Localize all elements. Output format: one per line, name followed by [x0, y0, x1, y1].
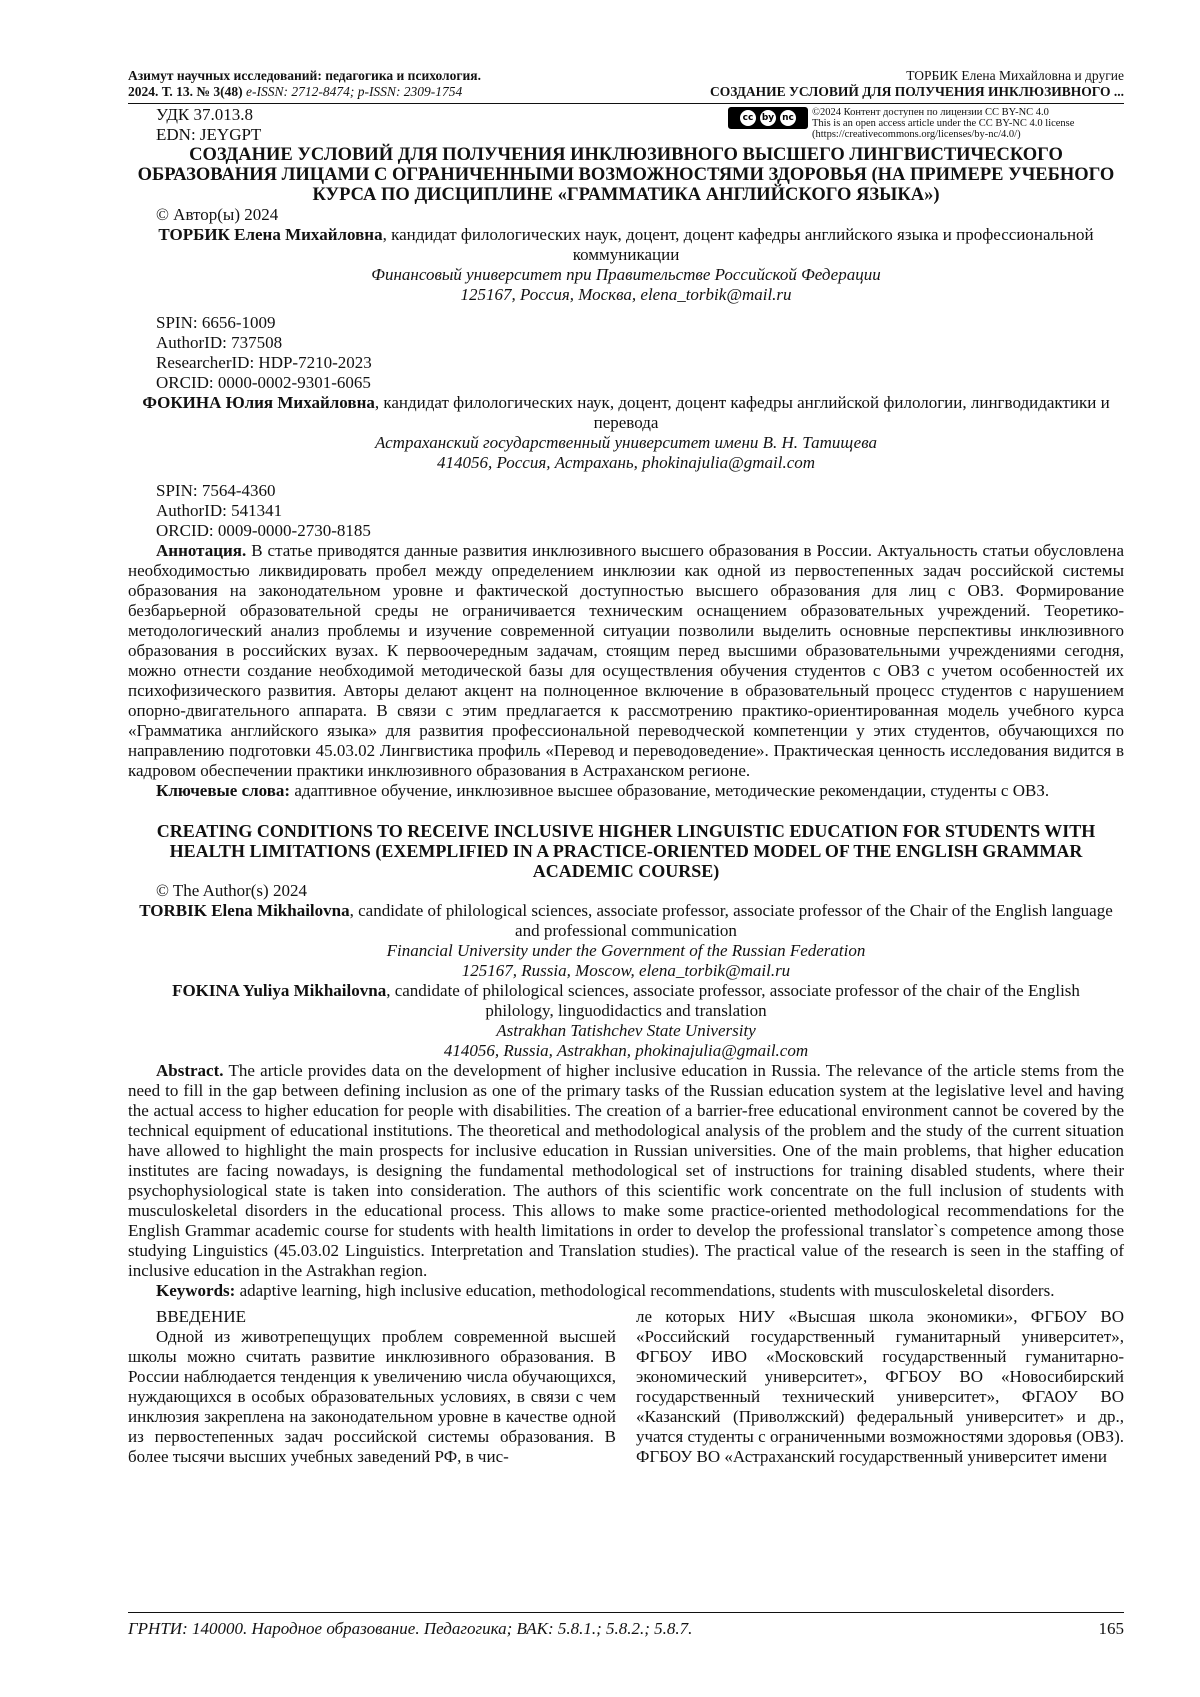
license-line-en: This is an open access article under the CC BY-NC 4.0 license	[812, 118, 1075, 129]
keywords-text: адаптивное обучение, инклюзивное высшее образование, методические рекомендации, студенты с ОВЗ.	[290, 781, 1050, 800]
author-2-en	[128, 981, 1124, 1021]
author-name: FOKINA Yuliya Mikhailovna	[172, 981, 387, 1000]
section-heading: ВВЕДЕНИЕ	[156, 1307, 246, 1326]
running-header	[128, 68, 1124, 100]
copyright-ru: © Автор(ы) 2024	[156, 205, 279, 224]
abstract-en	[128, 1061, 1124, 1281]
author-name: ФОКИНА Юлия Михайловна	[142, 393, 375, 412]
body-column-left	[128, 1307, 616, 1467]
author-1-en	[128, 901, 1124, 941]
keywords-label: Ключевые слова:	[156, 781, 291, 800]
license-block	[728, 107, 1132, 140]
body-paragraph: Одной из животрепещущих проблем современной высшей школы можно считать развитие инклюзивного образования. В России наблюдается тенденция к увеличению числа обучающихся, нуждающихся в особых образовательных условиях, в связи с чем инклюзия закреплена на законодательном уровне в качестве одной из первостепенных задач российской системы образования. В более тысячи высших учебных заведений РФ, в чис-	[128, 1327, 616, 1466]
keywords-en	[128, 1281, 1124, 1301]
author-address: 414056, Россия, Астрахань, phokinajulia@gmail.com	[436, 453, 816, 472]
author-2-ru	[128, 393, 1124, 433]
cc-license-icon[interactable]	[728, 107, 808, 129]
grnti-line: ГРНТИ: 140000. Народное образование. Педагогика; ВАК: 5.8.1.; 5.8.2.; 5.8.7.	[128, 1619, 693, 1638]
article-page	[128, 68, 1124, 1467]
author-org: Астраханский государственный университет имени В. Н. Татищева	[375, 433, 877, 452]
author-address: 125167, Россия, Москва, elena_torbik@mail.ru	[460, 285, 792, 304]
by-symbol-icon: by	[760, 110, 776, 126]
body-columns	[128, 1307, 1124, 1467]
keywords-label: Keywords:	[156, 1281, 236, 1300]
researcher-id: ResearcherID: HDP-7210-2023	[156, 353, 372, 372]
meta-row	[128, 104, 1124, 144]
nc-symbol-icon: nc	[780, 110, 796, 126]
abstract-label: Abstract.	[156, 1061, 224, 1080]
author-org: Financial University under the Government of the Russian Federation	[386, 941, 866, 960]
edn-code: EDN: JEYGPT	[156, 125, 262, 144]
spin-id: SPIN: 7564-4360	[156, 481, 276, 500]
author-1-ru	[128, 225, 1124, 265]
body-paragraph: ле которых НИУ «Высшая школа экономики», ФГБОУ ВО «Российский государственный гуманитарный университет», ФГБОУ ИВО «Московский государственный гуманитарно-экономический университет», ФГБОУ ВО «Новосибирский государственный технический университет», ФГАОУ ВО «Казанский (Приволжский) федеральный университет» и др., учатся студенты с ограниченными возможностями здоровья (ОВЗ). ФГБОУ ВО «Астраханский государственный университет имени	[636, 1307, 1124, 1466]
orcid-id: ORCID: 0009-0000-2730-8185	[156, 521, 371, 540]
license-text	[812, 107, 1132, 140]
author-description: , candidate of philological sciences, associate professor, associate professor of the chair of the English philology, linguodidactics and translation	[386, 981, 1080, 1020]
running-authors: ТОРБИК Елена Михайловна и другие	[906, 68, 1124, 83]
author-name: ТОРБИК Елена Михайловна	[158, 225, 383, 244]
journal-issue: 2024. Т. 13. № 3(48)	[128, 84, 243, 99]
license-line-ru: ©2024 Контент доступен по лицензии CC BY-NC 4.0	[812, 107, 1049, 118]
author-description: , candidate of philological sciences, associate professor, associate professor of the Chair of the English language and professional communication	[349, 901, 1113, 940]
spin-id: SPIN: 6656-1009	[156, 313, 276, 332]
article-title-ru: СОЗДАНИЕ УСЛОВИЙ ДЛЯ ПОЛУЧЕНИЯ ИНКЛЮЗИВНОГО ВЫСШЕГО ЛИНГВИСТИЧЕСКОГО ОБРАЗОВАНИЯ ЛИЦАМИ С ОГРАНИЧЕННЫМИ ВОЗМОЖНОСТЯМИ ЗДОРОВЬЯ (НА ПРИМЕРЕ УЧЕБНОГО КУРСА ПО ДИСЦИПЛИНЕ «ГРАММАТИКА АНГЛИЙСКОГО ЯЗЫКА»)	[137, 145, 1115, 205]
author-org: Astrakhan Tatishchev State University	[496, 1021, 756, 1040]
abstract-ru	[128, 541, 1124, 781]
journal-issn: e-ISSN: 2712-8474; p-ISSN: 2309-1754	[245, 84, 463, 99]
author-ids	[128, 481, 1124, 541]
journal-info	[128, 68, 481, 100]
udk-block	[156, 105, 261, 145]
copyright-en: © The Author(s) 2024	[156, 881, 307, 900]
abstract-text: В статье приводятся данные развития инклюзивного высшего образования в России. Актуальность статьи обусловлена необходимостью ликвидировать пробел между определением инклюзии как одной из первостепенных задач российской системы образования на законодательном уровне и фактической доступностью высшего образования для лиц с ОВЗ. Формирование безбарьерной образовательной среды не ограничивается техническим оснащением образовательных учреждений. Теоретико-методологический анализ проблемы и изучение современной ситуации позволили выделить основные перспективы инклюзивного образования в российских вузах. К первоочередным задачам, стоящим перед высшими образовательными учреждениями сегодня, можно отнести создание необходимой методической базы для осуществления обучения студентов с ОВЗ с учетом особенностей их психофизического развития. Авторы делают акцент на полноценное включение в образовательный процесс студентов с нарушением опорно-двигательного аппарата. В связи с этим предлагается к рассмотрению практико-ориентированная модель учебного курса «Грамматика английского языка» для развития профессиональной переводческой компетенции у этих студентов, обучающихся по направлению подготовки 45.03.02 Лингвистика профиль «Перевод и переводоведение». Практическая ценность исследования видится в кадровом обеспечении практики инклюзивного образования в Астраханском регионе.	[128, 541, 1124, 780]
license-link[interactable]: (https://creativecommons.org/licenses/by-nc/4.0/)	[812, 129, 1021, 140]
abstract-text: The article provides data on the development of higher inclusive education in Russia. The relevance of the article stems from the need to fill in the gap between defining inclusion as one of the primary tasks of the Russian education system at the legislative level and having the actual access to higher education for people with disabilities. The creation of a barrier-free educational environment cannot be covered by the technical equipment of educational institutions. The theoretical and methodological analysis of the problem and the study of the current situation have allowed to highlight the main prospects for inclusive education in Russian universities. One of the main problems, that higher education institutes are facing nowadays, is designing the fundamental methodological set of instructions for training disabled students, where their psychophysiological state is taken into consideration. The authors of this scientific work concentrate on the full inclusion of students with musculoskeletal disorders in the educational process. This allows to make some practice-oriented methodological recommendations for the English Grammar academic course for students with health limitations in order to develop the professional translator`s competence among those studying Linguistics (45.03.02 Linguistics. Interpretation and Translation studies). The practical value of the research is seen in the staffing of inclusive education in the Astrakhan region.	[128, 1061, 1124, 1280]
page-footer	[128, 1612, 1124, 1639]
author-description: , кандидат филологических наук, доцент, доцент кафедры английского языка и профессиональной коммуникации	[382, 225, 1094, 264]
running-title	[710, 68, 1124, 100]
keywords-text: adaptive learning, high inclusive education, methodological recommendations, students with musculoskeletal disorders.	[235, 1281, 1055, 1300]
keywords-ru	[128, 781, 1124, 801]
orcid-id: ORCID: 0000-0002-9301-6065	[156, 373, 371, 392]
cc-symbol-icon: cc	[740, 110, 756, 126]
author-name: TORBIK Elena Mikhailovna	[139, 901, 350, 920]
body-column-right	[636, 1307, 1124, 1467]
page-number: 165	[1098, 1619, 1124, 1638]
author-description: , кандидат филологических наук, доцент, доцент кафедры английской филологии, лингводидактики и перевода	[374, 393, 1110, 432]
udk-code: УДК 37.013.8	[156, 105, 254, 124]
journal-title: Азимут научных исследований: педагогика и психология.	[128, 68, 481, 83]
author-id: AuthorID: 541341	[156, 501, 283, 520]
author-address: 414056, Russia, Astrakhan, phokinajulia@gmail.com	[443, 1041, 809, 1060]
article-title-en: CREATING CONDITIONS TO RECEIVE INCLUSIVE HIGHER LINGUISTIC EDUCATION FOR STUDENTS WITH HEALTH LIMITATIONS (EXEMPLIFIED IN A PRACTICE-ORIENTED MODEL OF THE ENGLISH GRAMMAR ACADEMIC COURSE)	[156, 821, 1096, 881]
author-ids	[128, 313, 1124, 393]
author-id: AuthorID: 737508	[156, 333, 283, 352]
abstract-label: Аннотация.	[156, 541, 247, 560]
author-address: 125167, Russia, Moscow, elena_torbik@mail.ru	[461, 961, 791, 980]
running-article-title: СОЗДАНИЕ УСЛОВИЙ ДЛЯ ПОЛУЧЕНИЯ ИНКЛЮЗИВНОГО ...	[710, 84, 1124, 99]
author-org: Финансовый университет при Правительстве Российской Федерации	[371, 265, 881, 284]
